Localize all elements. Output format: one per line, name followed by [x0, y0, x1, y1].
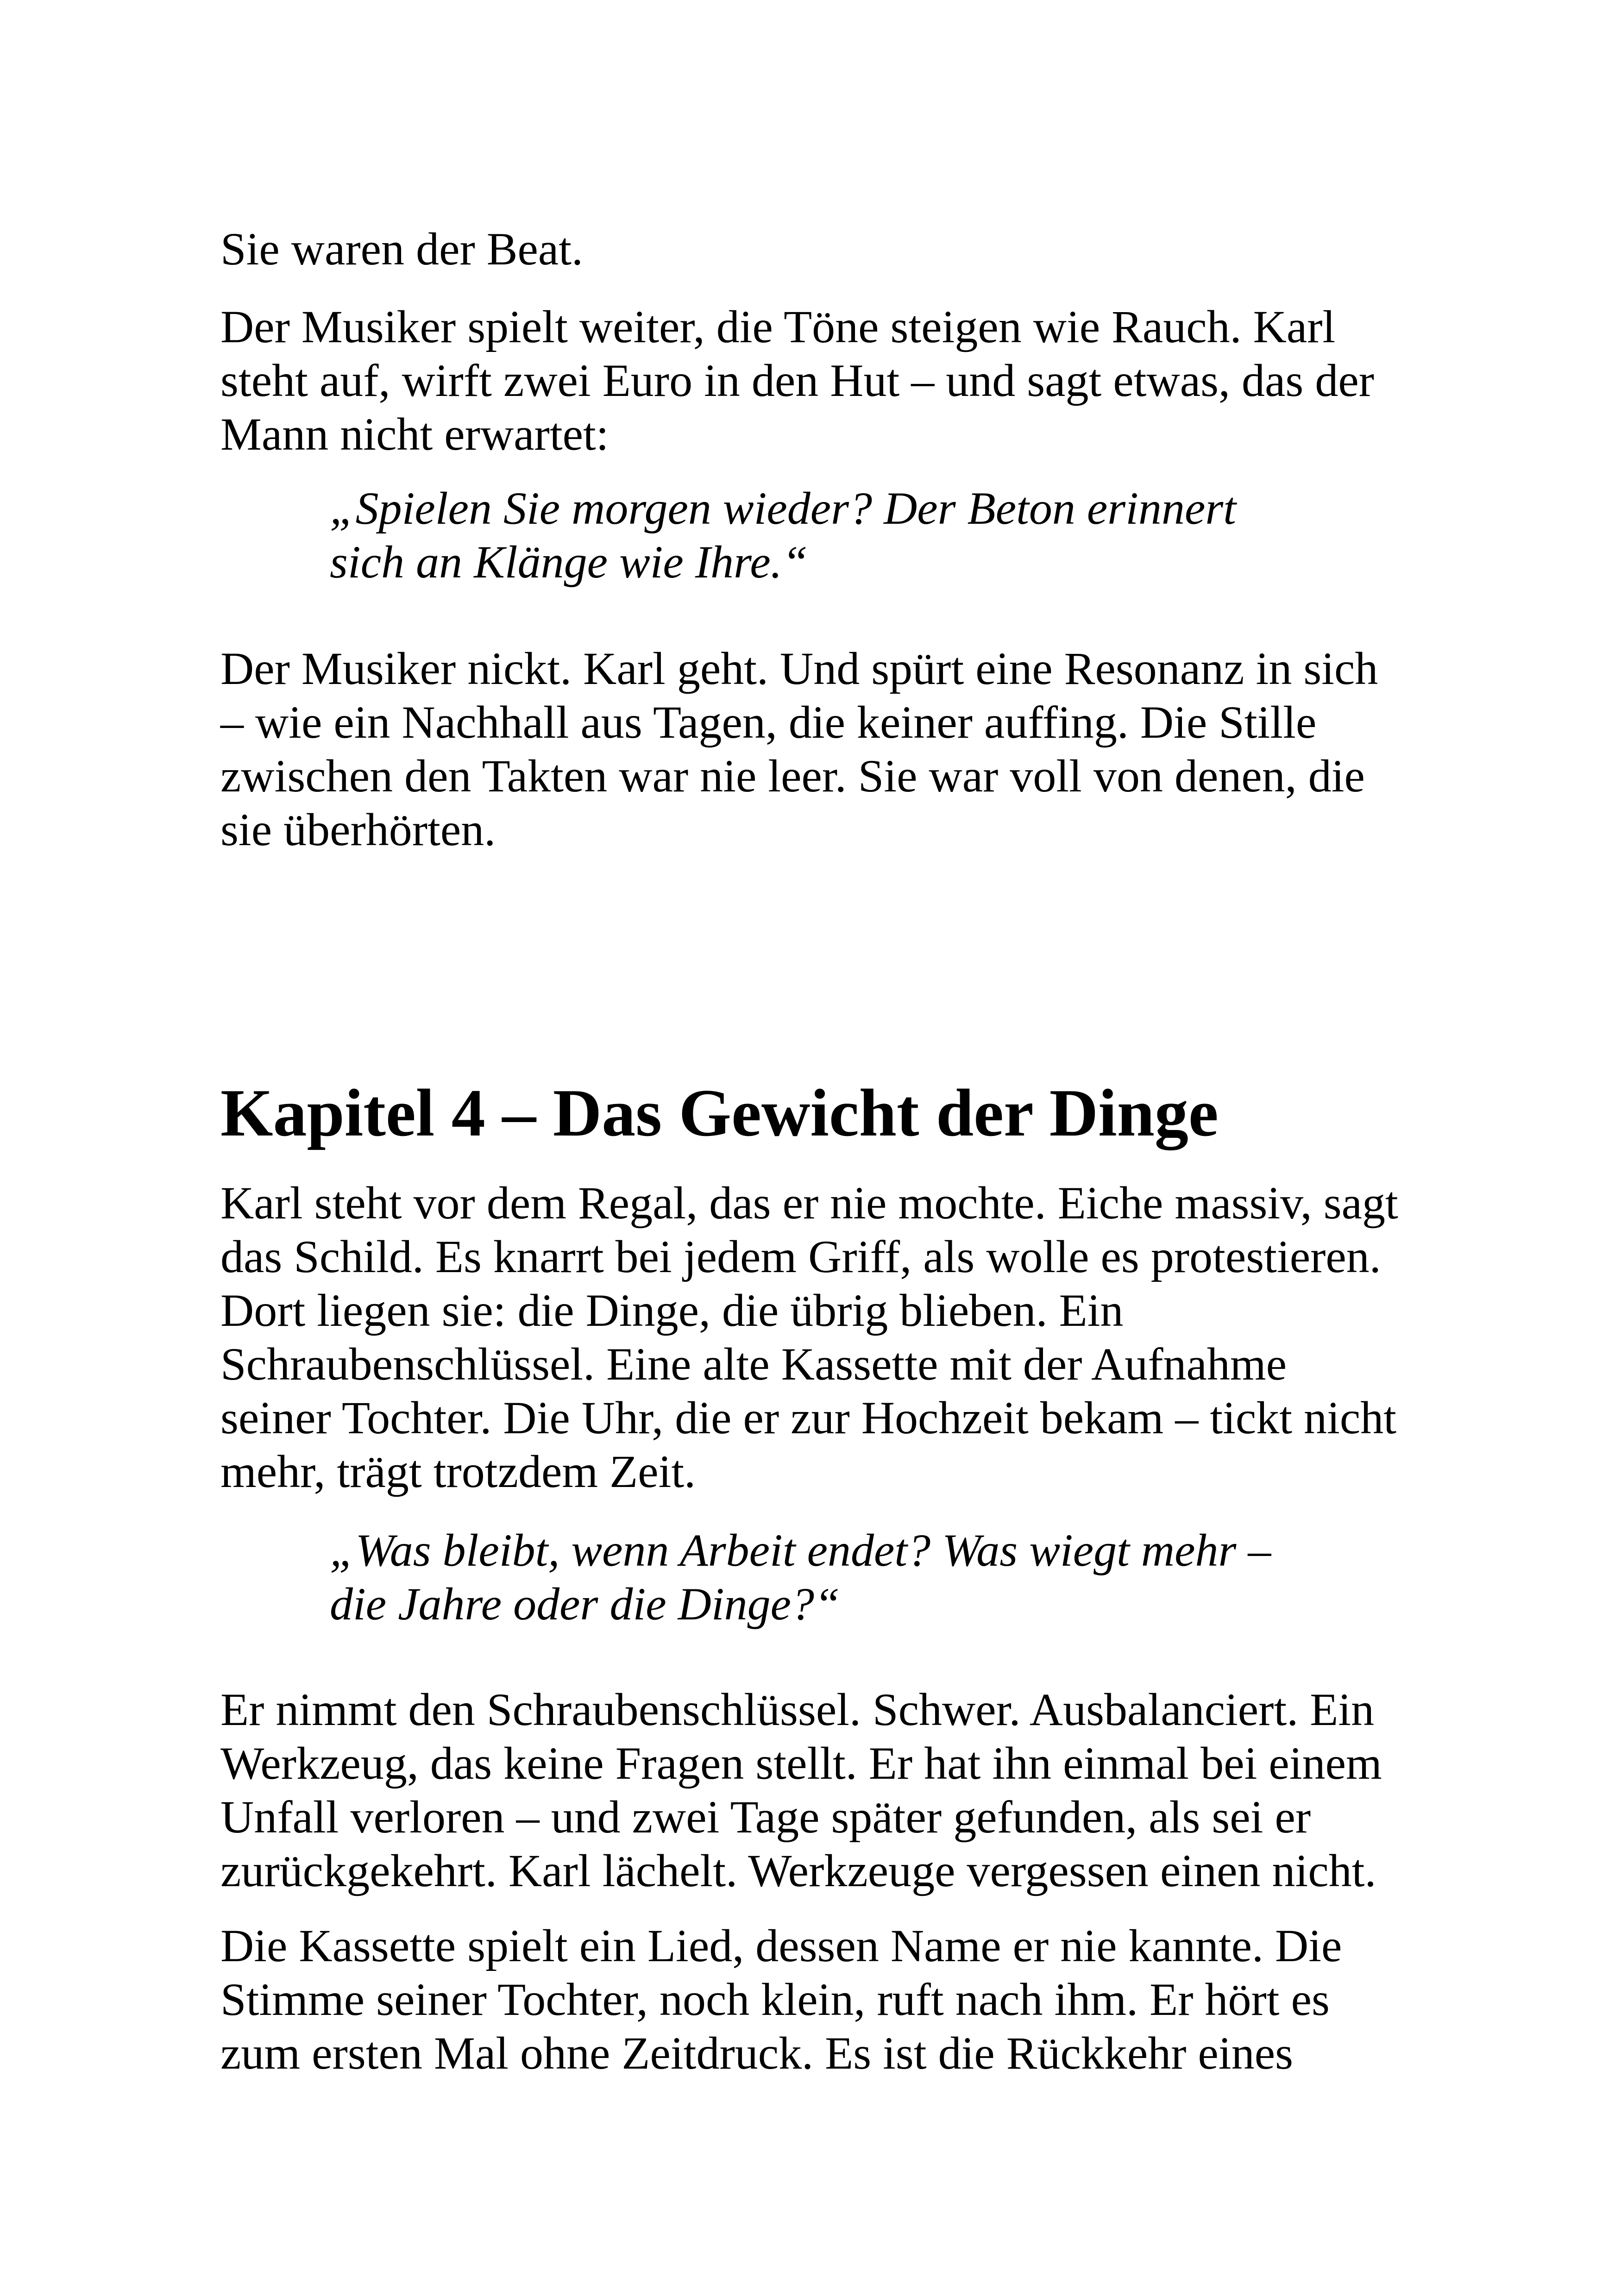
text-line: Er nimmt den Schraubenschlüssel. Schwer. Ausbalanciert. Ein	[220, 1684, 1375, 1735]
text-line: Sie waren der Beat.	[220, 223, 584, 275]
text-line: Die Kassette spielt ein Lied, dessen Name er nie kannte. Die	[220, 1920, 1342, 1971]
paragraph-beat	[220, 222, 583, 276]
paragraph-cassette	[220, 1919, 1342, 2080]
text-line: Karl steht vor dem Regal, das er nie mochte. Eiche massiv, sagt	[220, 1177, 1398, 1229]
chapter-heading: Kapitel 4 – Das Gewicht der Dinge	[220, 1075, 1219, 1150]
text-line: zurückgekehrt. Karl lächelt. Werkzeuge vergessen einen nicht.	[220, 1845, 1376, 1896]
text-line: zum ersten Mal ohne Zeitdruck. Es ist die Rückkehr eines	[220, 2027, 1294, 2079]
text-line: Stimme seiner Tochter, noch klein, ruft nach ihm. Er hört es	[220, 1974, 1330, 2025]
paragraph-resonance	[220, 642, 1378, 857]
text-line: Mann nicht erwartet:	[220, 408, 609, 460]
paragraph-shelf	[220, 1176, 1398, 1499]
text-line: mehr, trägt trotzdem Zeit.	[220, 1446, 696, 1497]
text-line: Der Musiker spielt weiter, die Töne steigen wie Rauch. Karl	[220, 301, 1336, 352]
quote-line: sich an Klänge wie Ihre.“	[330, 536, 808, 588]
text-line: Unfall verloren – und zwei Tage später gefunden, als sei er	[220, 1791, 1311, 1843]
text-line: zwischen den Takten war nie leer. Sie war voll von denen, die	[220, 750, 1365, 802]
quote-line: die Jahre oder die Dinge?“	[330, 1578, 840, 1630]
paragraph-musician-plays	[220, 300, 1374, 461]
block-quote-beton	[330, 482, 1236, 589]
text-line: Dort liegen sie: die Dinge, die übrig blieben. Ein	[220, 1285, 1124, 1336]
quote-line: „Spielen Sie morgen wieder? Der Beton erinnert	[330, 483, 1237, 534]
text-line: sie überhörten.	[220, 804, 496, 855]
text-line: Werkzeug, das keine Fragen stellt. Er hat ihn einmal bei einem	[220, 1738, 1382, 1789]
paragraph-wrench	[220, 1683, 1382, 1898]
text-line: Schraubenschlüssel. Eine alte Kassette mit der Aufnahme	[220, 1338, 1287, 1390]
text-line: das Schild. Es knarrt bei jedem Griff, als wolle es protestieren.	[220, 1231, 1381, 1282]
text-line: Der Musiker nickt. Karl geht. Und spürt eine Resonanz in sich	[220, 643, 1378, 694]
quote-line: „Was bleibt, wenn Arbeit endet? Was wiegt mehr –	[330, 1524, 1271, 1576]
text-line: seiner Tochter. Die Uhr, die er zur Hochzeit bekam – tickt nicht	[220, 1392, 1397, 1443]
block-quote-arbeit	[330, 1524, 1271, 1631]
text-line: steht auf, wirft zwei Euro in den Hut – und sagt etwas, das der	[220, 355, 1375, 406]
text-line: – wie ein Nachhall aus Tagen, die keiner auffing. Die Stille	[220, 696, 1317, 748]
